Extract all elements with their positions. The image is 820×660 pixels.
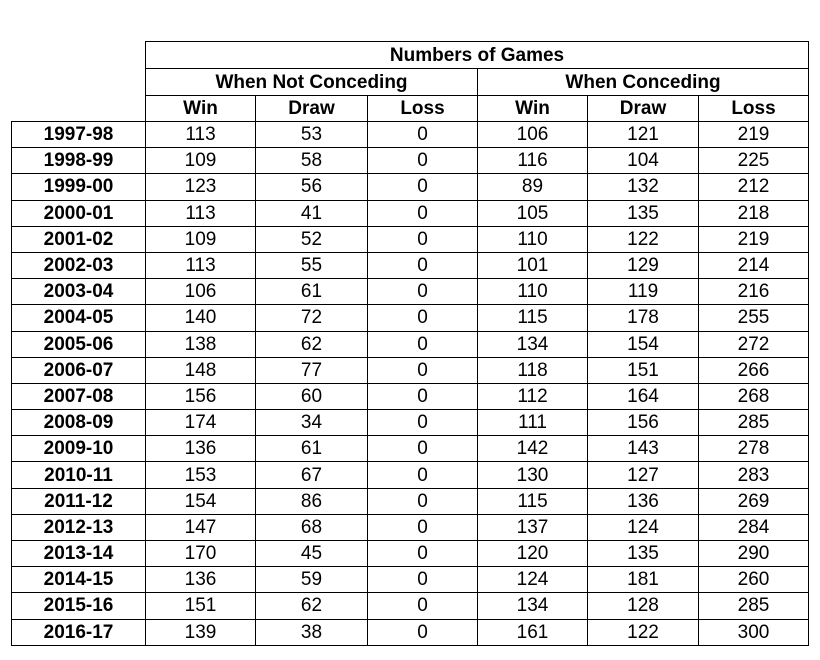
- not-conceding-win-cell: 170: [146, 541, 256, 567]
- conceding-loss-cell: 269: [699, 488, 809, 514]
- not-conceding-draw-cell: 58: [256, 148, 368, 174]
- conceding-draw-cell: 129: [588, 252, 699, 278]
- conceding-draw-cell: 143: [588, 436, 699, 462]
- not-conceding-loss-cell: 0: [368, 593, 478, 619]
- conceding-draw-cell: 164: [588, 383, 699, 409]
- table-row: [12, 122, 809, 148]
- conceding-draw-cell: 104: [588, 148, 699, 174]
- not-conceding-win-cell: 113: [146, 122, 256, 148]
- table-body: [12, 122, 809, 646]
- conceding-draw-cell: 127: [588, 462, 699, 488]
- table-row: [12, 148, 809, 174]
- not-conceding-draw-cell: 62: [256, 331, 368, 357]
- not-conceding-win-cell: 140: [146, 305, 256, 331]
- conceding-win-cell: 105: [478, 200, 588, 226]
- not-conceding-loss-cell: 0: [368, 383, 478, 409]
- not-conceding-win-cell: 113: [146, 200, 256, 226]
- not-conceding-win-cell: 153: [146, 462, 256, 488]
- conceding-win-cell: 124: [478, 567, 588, 593]
- not-conceding-loss-cell: 0: [368, 514, 478, 540]
- col-header-draw: Draw: [256, 96, 368, 122]
- not-conceding-loss-cell: 0: [368, 148, 478, 174]
- conceding-draw-cell: 151: [588, 357, 699, 383]
- not-conceding-loss-cell: 0: [368, 541, 478, 567]
- season-cell: 2006-07: [12, 357, 146, 383]
- conceding-draw-cell: 124: [588, 514, 699, 540]
- table-row: [12, 541, 809, 567]
- conceding-loss-cell: 284: [699, 514, 809, 540]
- table-row: [12, 252, 809, 278]
- season-cell: 2012-13: [12, 514, 146, 540]
- conceding-win-cell: 110: [478, 226, 588, 252]
- not-conceding-win-cell: 151: [146, 593, 256, 619]
- not-conceding-draw-cell: 86: [256, 488, 368, 514]
- not-conceding-loss-cell: 0: [368, 305, 478, 331]
- not-conceding-win-cell: 136: [146, 436, 256, 462]
- group-header-not-conceding: When Not Conceding: [146, 69, 478, 96]
- not-conceding-draw-cell: 61: [256, 436, 368, 462]
- conceding-win-cell: 134: [478, 331, 588, 357]
- season-cell: 1997-98: [12, 122, 146, 148]
- season-cell: 2011-12: [12, 488, 146, 514]
- conceding-draw-cell: 122: [588, 619, 699, 645]
- table-row: [12, 514, 809, 540]
- group-header-conceding: When Conceding: [478, 69, 809, 96]
- col-header-win: Win: [478, 96, 588, 122]
- conceding-loss-cell: 266: [699, 357, 809, 383]
- conceding-loss-cell: 218: [699, 200, 809, 226]
- conceding-draw-cell: 121: [588, 122, 699, 148]
- not-conceding-draw-cell: 67: [256, 462, 368, 488]
- not-conceding-loss-cell: 0: [368, 122, 478, 148]
- conceding-loss-cell: 272: [699, 331, 809, 357]
- conceding-win-cell: 89: [478, 174, 588, 200]
- season-cell: 2013-14: [12, 541, 146, 567]
- conceding-loss-cell: 216: [699, 279, 809, 305]
- table-row: [12, 619, 809, 645]
- not-conceding-draw-cell: 45: [256, 541, 368, 567]
- conceding-draw-cell: 181: [588, 567, 699, 593]
- not-conceding-draw-cell: 52: [256, 226, 368, 252]
- not-conceding-loss-cell: 0: [368, 488, 478, 514]
- table-row: [12, 200, 809, 226]
- col-header-loss: Loss: [368, 96, 478, 122]
- season-cell: 2005-06: [12, 331, 146, 357]
- table-row: [12, 567, 809, 593]
- table-row: [12, 174, 809, 200]
- conceding-loss-cell: 260: [699, 567, 809, 593]
- conceding-win-cell: 116: [478, 148, 588, 174]
- season-cell: 2002-03: [12, 252, 146, 278]
- not-conceding-loss-cell: 0: [368, 331, 478, 357]
- conceding-draw-cell: 122: [588, 226, 699, 252]
- not-conceding-loss-cell: 0: [368, 279, 478, 305]
- season-cell: 2008-09: [12, 410, 146, 436]
- conceding-win-cell: 115: [478, 488, 588, 514]
- conceding-loss-cell: 300: [699, 619, 809, 645]
- games-table-container: [11, 41, 809, 646]
- corner-blank: [12, 42, 146, 69]
- conceding-draw-cell: 119: [588, 279, 699, 305]
- conceding-win-cell: 130: [478, 462, 588, 488]
- conceding-draw-cell: 132: [588, 174, 699, 200]
- conceding-draw-cell: 135: [588, 541, 699, 567]
- not-conceding-draw-cell: 72: [256, 305, 368, 331]
- table-row: [12, 488, 809, 514]
- conceding-loss-cell: 283: [699, 462, 809, 488]
- not-conceding-draw-cell: 55: [256, 252, 368, 278]
- not-conceding-win-cell: 109: [146, 226, 256, 252]
- not-conceding-win-cell: 154: [146, 488, 256, 514]
- not-conceding-loss-cell: 0: [368, 619, 478, 645]
- season-cell: 2015-16: [12, 593, 146, 619]
- not-conceding-win-cell: 123: [146, 174, 256, 200]
- not-conceding-loss-cell: 0: [368, 567, 478, 593]
- not-conceding-draw-cell: 61: [256, 279, 368, 305]
- not-conceding-draw-cell: 56: [256, 174, 368, 200]
- conceding-win-cell: 111: [478, 410, 588, 436]
- conceding-win-cell: 101: [478, 252, 588, 278]
- conceding-loss-cell: 290: [699, 541, 809, 567]
- not-conceding-draw-cell: 59: [256, 567, 368, 593]
- not-conceding-draw-cell: 60: [256, 383, 368, 409]
- not-conceding-loss-cell: 0: [368, 200, 478, 226]
- conceding-win-cell: 134: [478, 593, 588, 619]
- conceding-loss-cell: 285: [699, 593, 809, 619]
- not-conceding-win-cell: 148: [146, 357, 256, 383]
- conceding-win-cell: 112: [478, 383, 588, 409]
- not-conceding-draw-cell: 62: [256, 593, 368, 619]
- conceding-win-cell: 118: [478, 357, 588, 383]
- season-cell: 2003-04: [12, 279, 146, 305]
- not-conceding-win-cell: 138: [146, 331, 256, 357]
- not-conceding-win-cell: 109: [146, 148, 256, 174]
- conceding-win-cell: 137: [478, 514, 588, 540]
- not-conceding-draw-cell: 68: [256, 514, 368, 540]
- conceding-win-cell: 106: [478, 122, 588, 148]
- season-cell: 2000-01: [12, 200, 146, 226]
- table-row: [12, 331, 809, 357]
- season-cell: 1998-99: [12, 148, 146, 174]
- not-conceding-win-cell: 147: [146, 514, 256, 540]
- conceding-draw-cell: 136: [588, 488, 699, 514]
- table-row: [12, 462, 809, 488]
- col-header-loss: Loss: [699, 96, 809, 122]
- not-conceding-win-cell: 174: [146, 410, 256, 436]
- conceding-draw-cell: 135: [588, 200, 699, 226]
- table-row: [12, 226, 809, 252]
- conceding-loss-cell: 212: [699, 174, 809, 200]
- games-table: [11, 41, 809, 646]
- table-title: Numbers of Games: [146, 42, 809, 69]
- table-row: [12, 436, 809, 462]
- not-conceding-loss-cell: 0: [368, 436, 478, 462]
- not-conceding-win-cell: 113: [146, 252, 256, 278]
- conceding-loss-cell: 268: [699, 383, 809, 409]
- season-cell: 2016-17: [12, 619, 146, 645]
- not-conceding-loss-cell: 0: [368, 357, 478, 383]
- season-cell: 2010-11: [12, 462, 146, 488]
- not-conceding-draw-cell: 77: [256, 357, 368, 383]
- conceding-loss-cell: 225: [699, 148, 809, 174]
- conceding-draw-cell: 128: [588, 593, 699, 619]
- conceding-draw-cell: 178: [588, 305, 699, 331]
- table-row: [12, 305, 809, 331]
- corner-blank: [12, 69, 146, 96]
- season-cell: 2007-08: [12, 383, 146, 409]
- not-conceding-draw-cell: 34: [256, 410, 368, 436]
- corner-blank: [12, 96, 146, 122]
- conceding-loss-cell: 214: [699, 252, 809, 278]
- not-conceding-win-cell: 139: [146, 619, 256, 645]
- conceding-win-cell: 161: [478, 619, 588, 645]
- not-conceding-loss-cell: 0: [368, 252, 478, 278]
- conceding-loss-cell: 278: [699, 436, 809, 462]
- not-conceding-loss-cell: 0: [368, 462, 478, 488]
- table-row: [12, 410, 809, 436]
- not-conceding-draw-cell: 53: [256, 122, 368, 148]
- not-conceding-loss-cell: 0: [368, 226, 478, 252]
- season-cell: 1999-00: [12, 174, 146, 200]
- col-header-draw: Draw: [588, 96, 699, 122]
- not-conceding-win-cell: 156: [146, 383, 256, 409]
- conceding-loss-cell: 219: [699, 226, 809, 252]
- season-cell: 2004-05: [12, 305, 146, 331]
- table-row: [12, 279, 809, 305]
- conceding-win-cell: 115: [478, 305, 588, 331]
- not-conceding-win-cell: 136: [146, 567, 256, 593]
- not-conceding-loss-cell: 0: [368, 174, 478, 200]
- season-cell: 2014-15: [12, 567, 146, 593]
- conceding-draw-cell: 154: [588, 331, 699, 357]
- table-row: [12, 357, 809, 383]
- not-conceding-win-cell: 106: [146, 279, 256, 305]
- conceding-loss-cell: 285: [699, 410, 809, 436]
- conceding-win-cell: 110: [478, 279, 588, 305]
- season-cell: 2009-10: [12, 436, 146, 462]
- conceding-draw-cell: 156: [588, 410, 699, 436]
- table-row: [12, 593, 809, 619]
- conceding-win-cell: 142: [478, 436, 588, 462]
- table-row: [12, 383, 809, 409]
- not-conceding-draw-cell: 41: [256, 200, 368, 226]
- conceding-loss-cell: 219: [699, 122, 809, 148]
- conceding-loss-cell: 255: [699, 305, 809, 331]
- not-conceding-draw-cell: 38: [256, 619, 368, 645]
- conceding-win-cell: 120: [478, 541, 588, 567]
- col-header-win: Win: [146, 96, 256, 122]
- not-conceding-loss-cell: 0: [368, 410, 478, 436]
- season-cell: 2001-02: [12, 226, 146, 252]
